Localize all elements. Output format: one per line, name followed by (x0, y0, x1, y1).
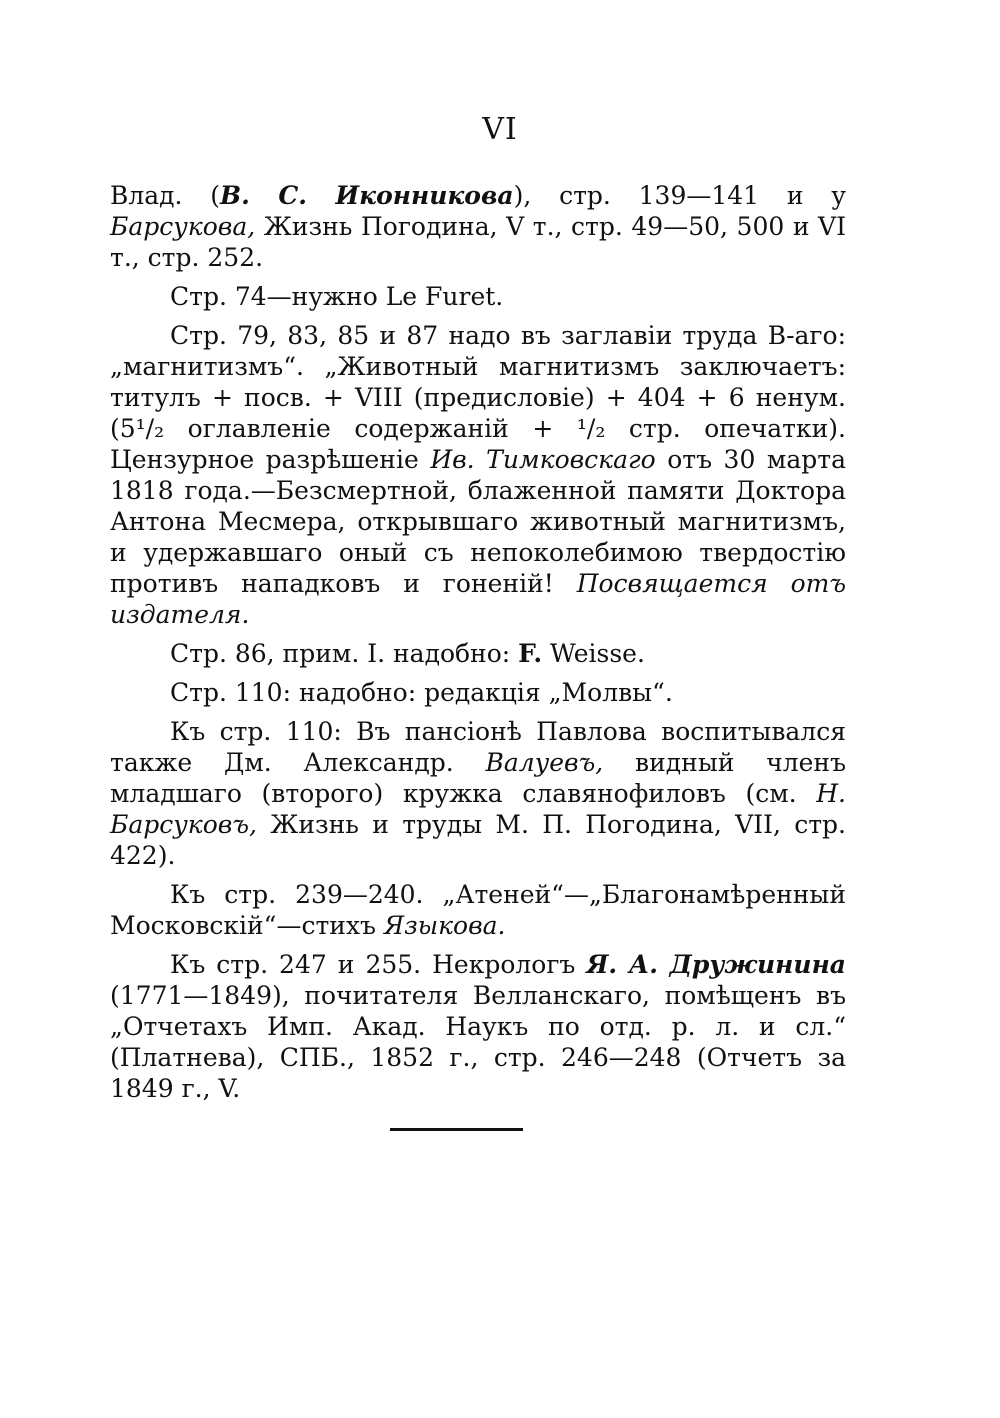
p3-text-a: Стр. 79, 83, 85 и 87 надо въ заглавіи труда В-аго: „магнитизмъ“. „Животный магнитизмъ заключаетъ: титулъ + посв. + VIII (предисловіе) + 404 + 6 ненум. (5¹/₂ оглавленіе содержаній + ¹/₂ стр. опечатки). Цензурное разрѣшеніе (110, 321, 846, 474)
paragraph-3 (110, 320, 846, 630)
p3-censor-name: Ив. Тимковскаго (430, 445, 656, 474)
p8-text-c: (1771—1849), почитателя Велланскаго, помѣщенъ въ „Отчетахъ Имп. Акад. Наукъ по отд. р. л. и сл.“ (Платнева), СПБ., 1852 г., стр. 246—248 (Отчетъ за 1849 г., V. (110, 981, 846, 1103)
paragraph-4 (110, 638, 846, 669)
p1-author-iconnikov: В. С. Иконникова (220, 181, 514, 210)
section-divider-rule (390, 1128, 523, 1131)
p3-text-c: отъ 30 марта 1818 года.—Безсмертной, блаженной памяти Доктора Антона Месмера, открывшаго животный магнитизмъ, и удержавшаго оный съ непоколебимою твердостію противъ нападковъ и гоненій! (110, 445, 846, 598)
body-text (110, 180, 846, 1112)
paragraph-6 (110, 716, 846, 871)
p1-author-barsukov: Барсукова, (110, 212, 256, 241)
p3-dedication: Посвящается отъ издателя. (110, 569, 846, 629)
p6-text-e: Жизнь и труды М. П. Погодина, VII, стр. 422). (110, 810, 846, 870)
p6-text-a: Къ стр. 110: Въ пансіонѣ Павлова воспитывался также Дм. Александр. (110, 717, 846, 777)
p1-text-e: Жизнь Погодина, V т., стр. 49—50, 500 и VI т., стр. 252. (110, 212, 846, 272)
p8-text-a: Къ стр. 247 и 255. Некрологъ (170, 950, 587, 979)
p4-text-a: Стр. 86, прим. I. надобно: (170, 639, 519, 668)
p4-initial: F. (518, 639, 543, 668)
p1-text-c: ), стр. 139—141 и у (513, 181, 846, 210)
p7-text-a: Къ стр. 239—240. „Атеней“—„Благонамѣренный Московскій“—стихъ (110, 880, 846, 940)
p6-text-c: видный членъ младшаго (второго) кружка славянофиловъ (см. (110, 748, 846, 808)
paragraph-7 (110, 879, 846, 941)
paragraph-5: Стр. 110: надобно: редакція „Молвы“. (170, 678, 673, 707)
p6-name-barsukov: Н. Барсуковъ, (110, 779, 846, 839)
paragraph-2: Стр. 74—нужно Le Furet. (170, 282, 504, 311)
p1-text-a: Влад. ( (110, 181, 221, 210)
p8-name-druzhinin: Я. А. Дружинина (586, 950, 846, 979)
p6-name-valuev: Валуевъ, (485, 748, 604, 777)
page-number: VI (482, 112, 518, 147)
p4-text-c: Weisse. (542, 639, 645, 668)
paragraph-8 (110, 949, 846, 1104)
paragraph-1 (110, 180, 846, 273)
p7-name-yazykov: Языкова. (383, 911, 506, 940)
